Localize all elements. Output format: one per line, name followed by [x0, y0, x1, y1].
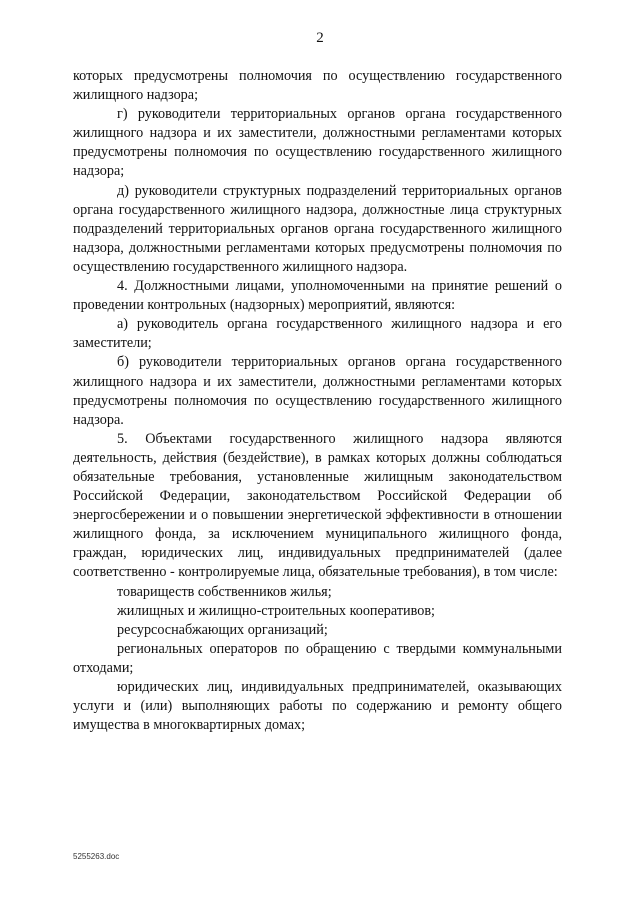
paragraph-item-b: б) руководители территориальных органов органа государственного жилищного надзора и их заместители, должностными регламентами которых предусмотрены полномочия по осуществлению государственного жилищного надзора. — [73, 354, 562, 428]
list-item-hoa: товариществ собственников жилья; — [117, 583, 332, 600]
document-code: 5255263.doc — [73, 852, 120, 861]
paragraph-clause-5: 5. Объектами государственного жилищного надзора являются деятельность, действия (бездействие), в рамках которых должны соблюдаться обязательные требования, установленные жилищным законодательством Российской Федерации, законодательством Российской Федерации об энергосбережении и о повышении энергетической эффективности в отношении жилищного фонда, за исключением муниципального жилищного фонда, граждан, юридических лиц, индивидуальных предпринимателей (далее соответственно - контролируемые лица, обязательные требования), в том числе: — [73, 430, 562, 581]
list-item-cooperatives: жилищных и жилищно-строительных кооперативов; — [117, 602, 435, 619]
paragraph-item-g: г) руководители территориальных органов органа государственного жилищного надзора и их заместители, должностными регламентами которых предусмотрены полномочия по осуществлению государственного жилищного надзора; — [73, 106, 562, 180]
list-item-regional-operators: региональных операторов по обращению с твердыми коммунальными отходами; — [73, 640, 562, 676]
list-item-resource-suppliers: ресурсоснабжающих организаций; — [117, 621, 328, 638]
paragraph-item-a: а) руководитель органа государственного жилищного надзора и его заместители; — [73, 316, 562, 352]
document-body — [73, 67, 562, 735]
list-item-service-providers: юридических лиц, индивидуальных предпринимателей, оказывающих услуги и (или) выполняющих работы по содержанию и ремонту общего имущества в многоквартирных домах; — [73, 679, 562, 734]
paragraph-item-d: д) руководители структурных подразделений территориальных органов органа государственного жилищного надзора, должностные лица структурных подразделений территориальных органов органа государственного жилищного надзора, должностными регламентами которых предусмотрены полномочия по осуществлению государственного жилищного надзора. — [73, 182, 562, 275]
paragraph-continuation: которых предусмотрены полномочия по осуществлению государственного жилищного надзора; — [73, 68, 562, 104]
page-number: 2 — [316, 30, 324, 46]
paragraph-clause-4: 4. Должностными лицами, уполномоченными на принятие решений о проведении контрольных (надзорных) мероприятий, являются: — [73, 278, 562, 314]
